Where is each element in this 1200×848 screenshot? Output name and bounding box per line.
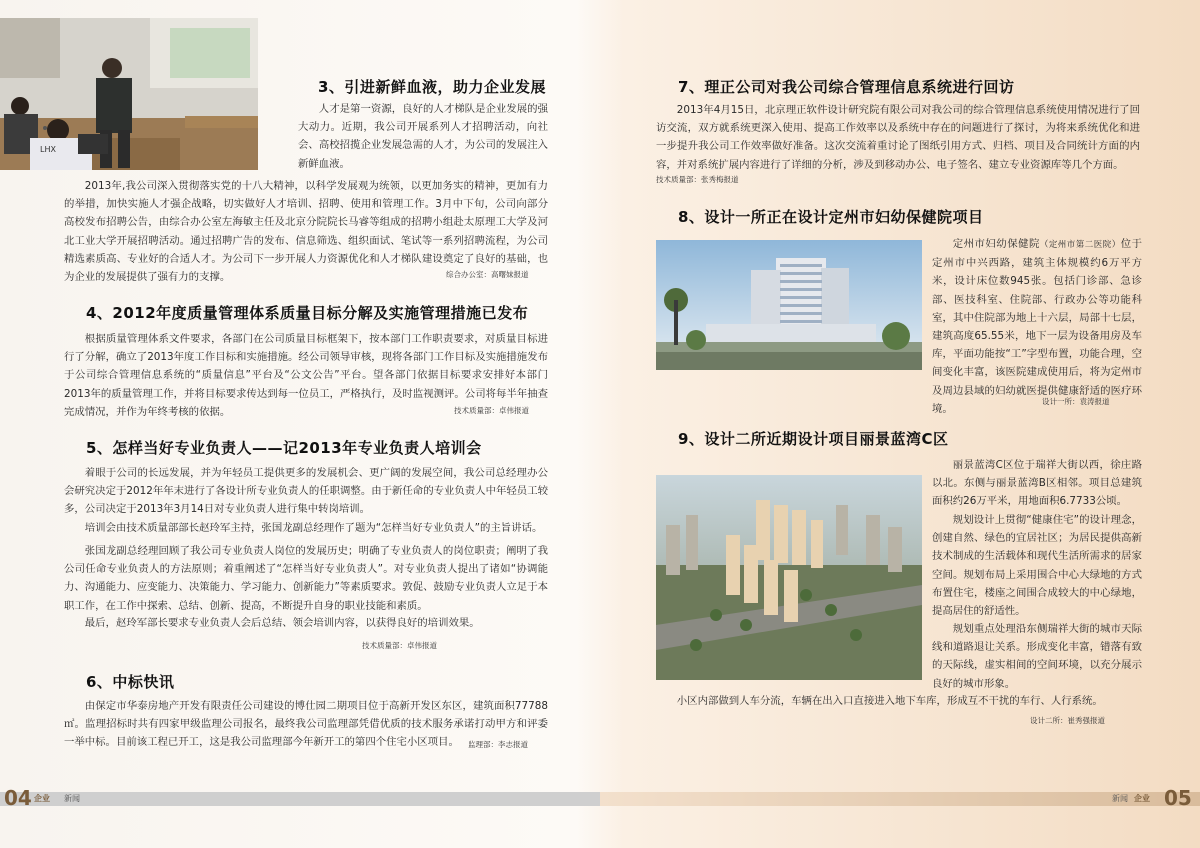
training-session-photo bbox=[0, 18, 258, 170]
section-9-para-1: 丽景蓝湾C区位于瑞祥大街以西，徐庄路以北。东侧与丽景蓝湾B区相邻。项目总建筑面积约26万平米，用地面积6.7733公顷。 bbox=[932, 459, 1142, 508]
section-4-para-1: 根据质量管理体系文件要求，各部门在公司质量目标框架下，按本部门工作职责要求，对质量目标进行了分解，确立了2013年度工作目标和实施措施。经公司领导审核，现将各部门工作目标及实施措施发布于公司综合管理信息系统的“质量信息”平台及“公文公告”平台。望各部门依据目标要求安排好本部门2013年的质量管理工作，并将目标要求传达到每一位员工，严格执行，及时监视测评。公司将每半年抽查完成情况，并作为年终考核的依据。 bbox=[64, 333, 548, 418]
section-3-title: 3、引进新鲜血液，助力企业发展 bbox=[318, 78, 546, 96]
section-3-source: 综合办公室：高曙妹报道 bbox=[446, 270, 529, 279]
section-9-para-2: 规划设计上贯彻“健康住宅”的设计理念，创建自然、绿色的宜居社区；为居民提供高新技术制成的生活载体和现代生活所需求的居家空间。规划布局上采用围合中心大绿地的方式布置住宅，楼座之间围合成较大的中心绿地，提高居住的舒适性。 bbox=[932, 514, 1142, 618]
section-5-source: 技术质量部：卓伟报道 bbox=[362, 641, 437, 650]
section-5-title: 5、怎样当好专业负责人——记2013年专业负责人培训会 bbox=[86, 439, 482, 457]
section-9-title: 9、设计二所近期设计项目丽景蓝湾C区 bbox=[678, 430, 949, 448]
section-9-para-4: 小区内部做到人车分流，车辆在出入口直接进入地下车库，形成互不干扰的车行、人行系统。 bbox=[676, 695, 1103, 707]
hospital-rendering bbox=[656, 240, 922, 370]
section-7-para-1: 2013年4月15日，北京理正软件设计研究院有限公司对我公司的综合管理信息系统使用情况进行了回访交流，双方就系统更深入使用、提高工作效率以及系统中存在的问题进行了探讨，为将来系统优化和进一步提升我公司工作效率做好准备。这次交流着重讨论了图纸引用方式、归档、项目及合同统计方面的内容，并对系统扩展内容进行了详细的分析，涉及到移动办公、电子签名、建立专业资源库等几个方面。 bbox=[656, 104, 1140, 171]
left-footer-band bbox=[0, 792, 600, 806]
section-5-para-3: 张国龙副总经理回顾了我公司专业负责人岗位的发展历史；明确了专业负责人的岗位职责；阐明了我公司任命专业负责人的方法原则；着重阐述了“怎样当好专业负责人”。对专业负责人提出了诸如“协调能力、沟通能力、应变能力、决策能力、学习能力、创新能力”等素质要求。敦促、鼓励专业负责人立足于本职工作，在工作中探索、总结、创新、提高，不断提升自身的职业技能和素质。 bbox=[64, 545, 548, 612]
right-section-tag: 新闻 bbox=[1112, 794, 1128, 803]
section-8-source: 设计一所：袁涛报道 bbox=[1042, 397, 1110, 406]
section-8-para-1 bbox=[932, 235, 1142, 418]
section-4-source: 技术质量部：卓伟报道 bbox=[454, 406, 529, 415]
section-5-para-1: 着眼于公司的长远发展，并为年轻员工提供更多的发展机会、更广阔的发展空间，我公司总经理办公会研究决定于2012年年末进行了各设计所专业负责人的任职调整。由于新任命的专业负责人中年轻员工较多，公司决定于2013年3月14日对专业负责人进行集中转岗培训。 bbox=[64, 467, 548, 516]
section-6-para-1: 由保定市华泰房地产开发有限责任公司建设的博仕园二期项目位于高新开发区东区，建筑面积77788㎡。监理招标时共有四家甲级监理公司报名，最终我公司监理部凭借优质的技术服务承诺打动甲方和评委一举中标。目前该工程已开工，这是我公司监理部今年新开工的第四个住宅小区项目。 bbox=[64, 700, 548, 749]
section-9-source: 设计二所：崔秀强报道 bbox=[1030, 716, 1105, 725]
section-5-para-2: 培训会由技术质量部部长赵玲军主持，张国龙副总经理作了题为“怎样当好专业负责人”的主旨讲话。 bbox=[84, 522, 543, 534]
left-magazine-mark: 企业 bbox=[34, 794, 50, 803]
section-3-para-2: 2013年,我公司深入贯彻落实党的十八大精神，以科学发展观为统领，以更加务实的精神，更加有力的举措，加快实施人才强企战略，切实做好人才培训、招聘、使用和管理工作。3月中下旬，公司向部分高校发布招聘公告，由综合办公室左海敏主任及北京分院院长马睿等组成的招聘小组赴太原理工大学及河北工业大学开展招聘活动。通过招聘广告的发布、信息筛选、组织面试、笔试等一系列招聘流程，为公司精选素质高、专业好的合适人才。为公司下一步开展人力资源优化和人才梯队建设奠定了良好的基础，也为企业的发展提供了强有力的支撑。 bbox=[64, 180, 548, 284]
residential-aerial-rendering bbox=[656, 475, 922, 680]
section-6-source: 监理部：李志报道 bbox=[468, 740, 528, 749]
right-page-number: 05 bbox=[1164, 786, 1192, 810]
right-footer-band bbox=[600, 792, 1200, 806]
section-4-title: 4、2012年度质量管理体系质量目标分解及实施管理措施已发布 bbox=[86, 304, 529, 322]
hospital-description: 位于定州市中兴西路，建筑主体规模约6万平方米，设计床位数945张。包括门诊部、急诊部、医技科室、住院部、行政办公等功能科室，其中住院部为地上十六层，局部十七层，建筑高度65.55米，地下一层为设备用房及车库，平面功能按“工”字型布置，功能合理，空间变化丰富，该医院建成使用后，将为定州市及周边县域的妇幼就医提供健康舒适的医疗环境。 bbox=[932, 238, 1143, 415]
section-7-source: 技术质量部：张秀梅报道 bbox=[656, 175, 739, 184]
section-6-title: 6、中标快讯 bbox=[86, 673, 175, 691]
section-5-para-4: 最后，赵玲军部长要求专业负责人会后总结、领会培训内容，以获得良好的培训效果。 bbox=[84, 617, 480, 629]
section-8-title: 8、设计一所正在设计定州市妇幼保健院项目 bbox=[678, 208, 984, 226]
left-page-number: 04 bbox=[4, 786, 32, 810]
right-page bbox=[600, 0, 1200, 848]
section-3-para-1: 人才是第一资源，良好的人才梯队是企业发展的强大动力。近期，我公司开展系列人才招聘活动，向社会、高校招揽企业发展急需的人才，为公司的发展注入新鲜血液。 bbox=[298, 103, 548, 170]
right-magazine-mark: 企业 bbox=[1134, 794, 1150, 803]
left-section-tag: 新闻 bbox=[64, 794, 80, 803]
section-9-para-3: 规划重点处理沿东侧瑞祥大街的城市天际线和道路退让关系。形成变化丰富，错落有致的天际线，虚实相间的空间环境，以充分展示良好的城市形象。 bbox=[932, 623, 1142, 690]
hospital-name: 定州市妇幼保健院 bbox=[952, 238, 1040, 250]
section-7-title: 7、理正公司对我公司综合管理信息系统进行回访 bbox=[678, 78, 1015, 96]
svg-text:LHX: LHX bbox=[40, 145, 56, 154]
hospital-alias: （定州市第二医院） bbox=[1039, 240, 1121, 250]
